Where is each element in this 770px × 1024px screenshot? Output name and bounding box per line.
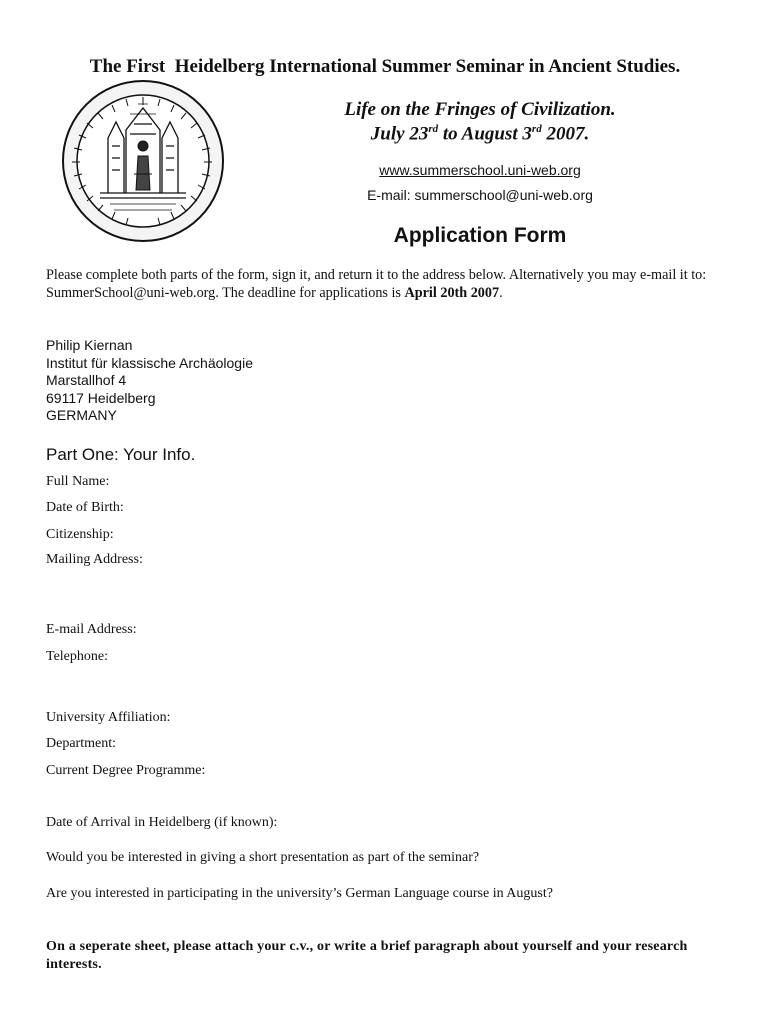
- address-line: Philip Kiernan: [46, 337, 133, 353]
- question-german-course: Are you interested in participating in the university’s German Language course in August?: [46, 886, 553, 901]
- field-label-degree: Current Degree Programme:: [46, 763, 206, 778]
- field-label-mailing-address: Mailing Address:: [46, 552, 143, 567]
- seminar-dates: July 23rd to August 3rd 2007.: [370, 123, 590, 145]
- part-one-heading: Part One: Your Info.: [46, 445, 196, 464]
- field-label-university: University Affiliation:: [46, 710, 171, 725]
- document-title: The First Heidelberg International Summer Seminar in Ancient Studies.: [89, 56, 681, 77]
- question-presentation: Would you be interested in giving a short presentation as part of the seminar?: [46, 850, 480, 865]
- address-line: Marstallhof 4: [46, 372, 127, 388]
- contact-email: E-mail: summerschool@uni-web.org: [367, 187, 593, 203]
- mailing-address-block: [46, 337, 253, 425]
- field-label-arrival: Date of Arrival in Heidelberg (if known):: [46, 815, 278, 830]
- field-label-full-name: Full Name:: [46, 474, 110, 489]
- address-line: GERMANY: [46, 407, 117, 423]
- field-label-telephone: Telephone:: [46, 649, 108, 664]
- address-line: 69117 Heidelberg: [46, 389, 156, 406]
- field-label-email: E-mail Address:: [46, 622, 137, 637]
- website-link[interactable]: www.summerschool.uni-web.org: [379, 162, 581, 178]
- field-label-citizenship: Citizenship:: [46, 527, 114, 542]
- university-seal-icon: [60, 78, 226, 244]
- seminar-subtitle: Life on the Fringes of Civilization.: [344, 99, 616, 120]
- form-title: Application Form: [393, 224, 567, 247]
- intro-paragraph: Please complete both parts of the form, sign it, and return it to the address below. Alternatively you may e-mail it to: SummerSchool@uni-web.org. The deadline for applications is April 20th 2007.: [46, 267, 707, 301]
- field-label-department: Department:: [46, 736, 116, 751]
- address-line: Institut für klassische Archäologie: [46, 354, 253, 371]
- closing-instruction: On a seperate sheet, please attach your c.v., or write a brief paragraph about yourself and your research interests.: [46, 939, 688, 972]
- field-label-date-of-birth: Date of Birth:: [46, 500, 124, 515]
- deadline-date: April 20th 2007: [404, 285, 500, 301]
